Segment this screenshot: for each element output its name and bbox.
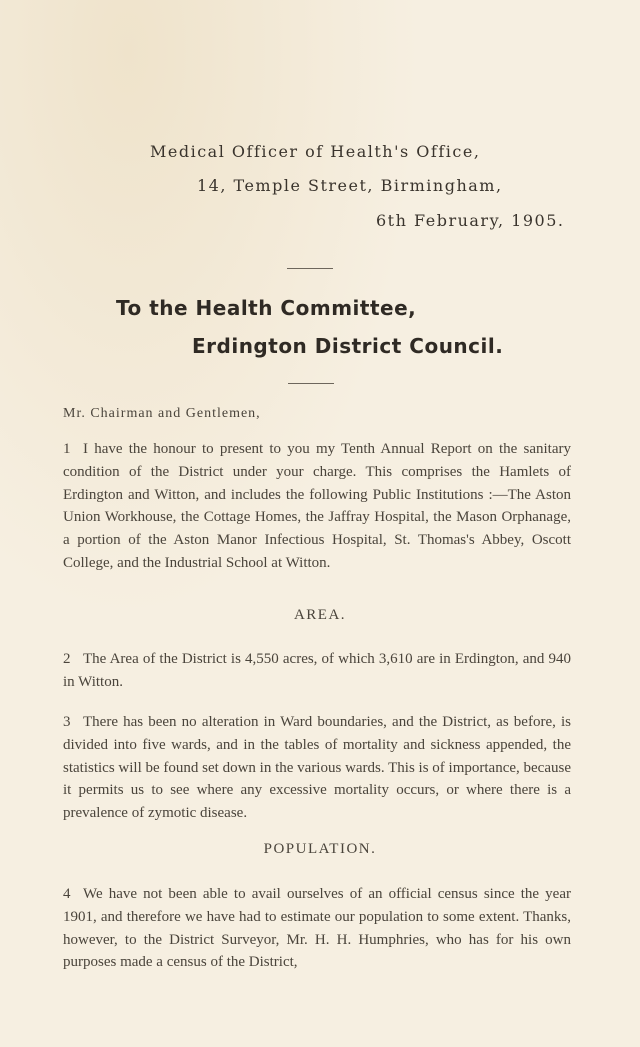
paragraph-text: The Area of the District is 4,550 acres, of which 3,610 are in Erdington, and 940 in Witton. — [63, 651, 571, 690]
paragraph-text: I have the honour to present to you my Tenth Annual Report on the sanitary condition of the District under your charge. This comprises the Hamlets of Erdington and Witton, and includes the following Public Institutions :—The Aston Union Workhouse, the Cottage Homes, the Jaffray Hospital, the Mason Orphanage, a portion of the Aston Manor Infectious Hospital, St. Thomas's Abbey, Oscott College, and the Industrial School at Witton. — [63, 441, 571, 571]
salutation: Mr. Chairman and Gentlemen, — [63, 406, 261, 421]
divider-rule — [288, 383, 334, 384]
addressee-council: Erdington District Council. — [192, 334, 504, 358]
paragraph-number: 4 — [63, 886, 71, 902]
paragraph-text: We have not been able to avail ourselves of an official census since the year 1901, and therefore we have had to estimate our population to some extent. Thanks, however, to the District Surveyor, Mr. H. H. Humphries, who has for his own purposes made a census of the District, — [63, 886, 571, 971]
paragraph-number: 2 — [63, 651, 71, 667]
paragraph-number: 1 — [63, 441, 71, 457]
paragraph-text: There has been no alteration in Ward boundaries, and the District, as before, is divided into five wards, and in the tables of mortality and sickness appended, the statistics will be found set down in the various wards. This is of importance, because it permits us to see where any excessive mortality occurs, or where there is a prevalence of zymotic disease. — [63, 714, 571, 822]
letterhead-date: 6th February, 1905. — [376, 211, 565, 230]
paragraph-1 — [63, 438, 571, 575]
divider-rule — [287, 268, 333, 269]
letterhead-address: 14, Temple Street, Birmingham, — [197, 176, 503, 195]
section-heading-area: AREA. — [293, 607, 347, 623]
paragraph-4 — [63, 883, 571, 974]
addressee-committee: To the Health Committee, — [116, 296, 417, 320]
paragraph-3 — [63, 711, 571, 825]
section-heading-population: POPULATION. — [263, 841, 377, 857]
paragraph-number: 3 — [63, 714, 71, 730]
letterhead-office: Medical Officer of Health's Office, — [150, 142, 481, 161]
paragraph-2 — [63, 648, 571, 694]
